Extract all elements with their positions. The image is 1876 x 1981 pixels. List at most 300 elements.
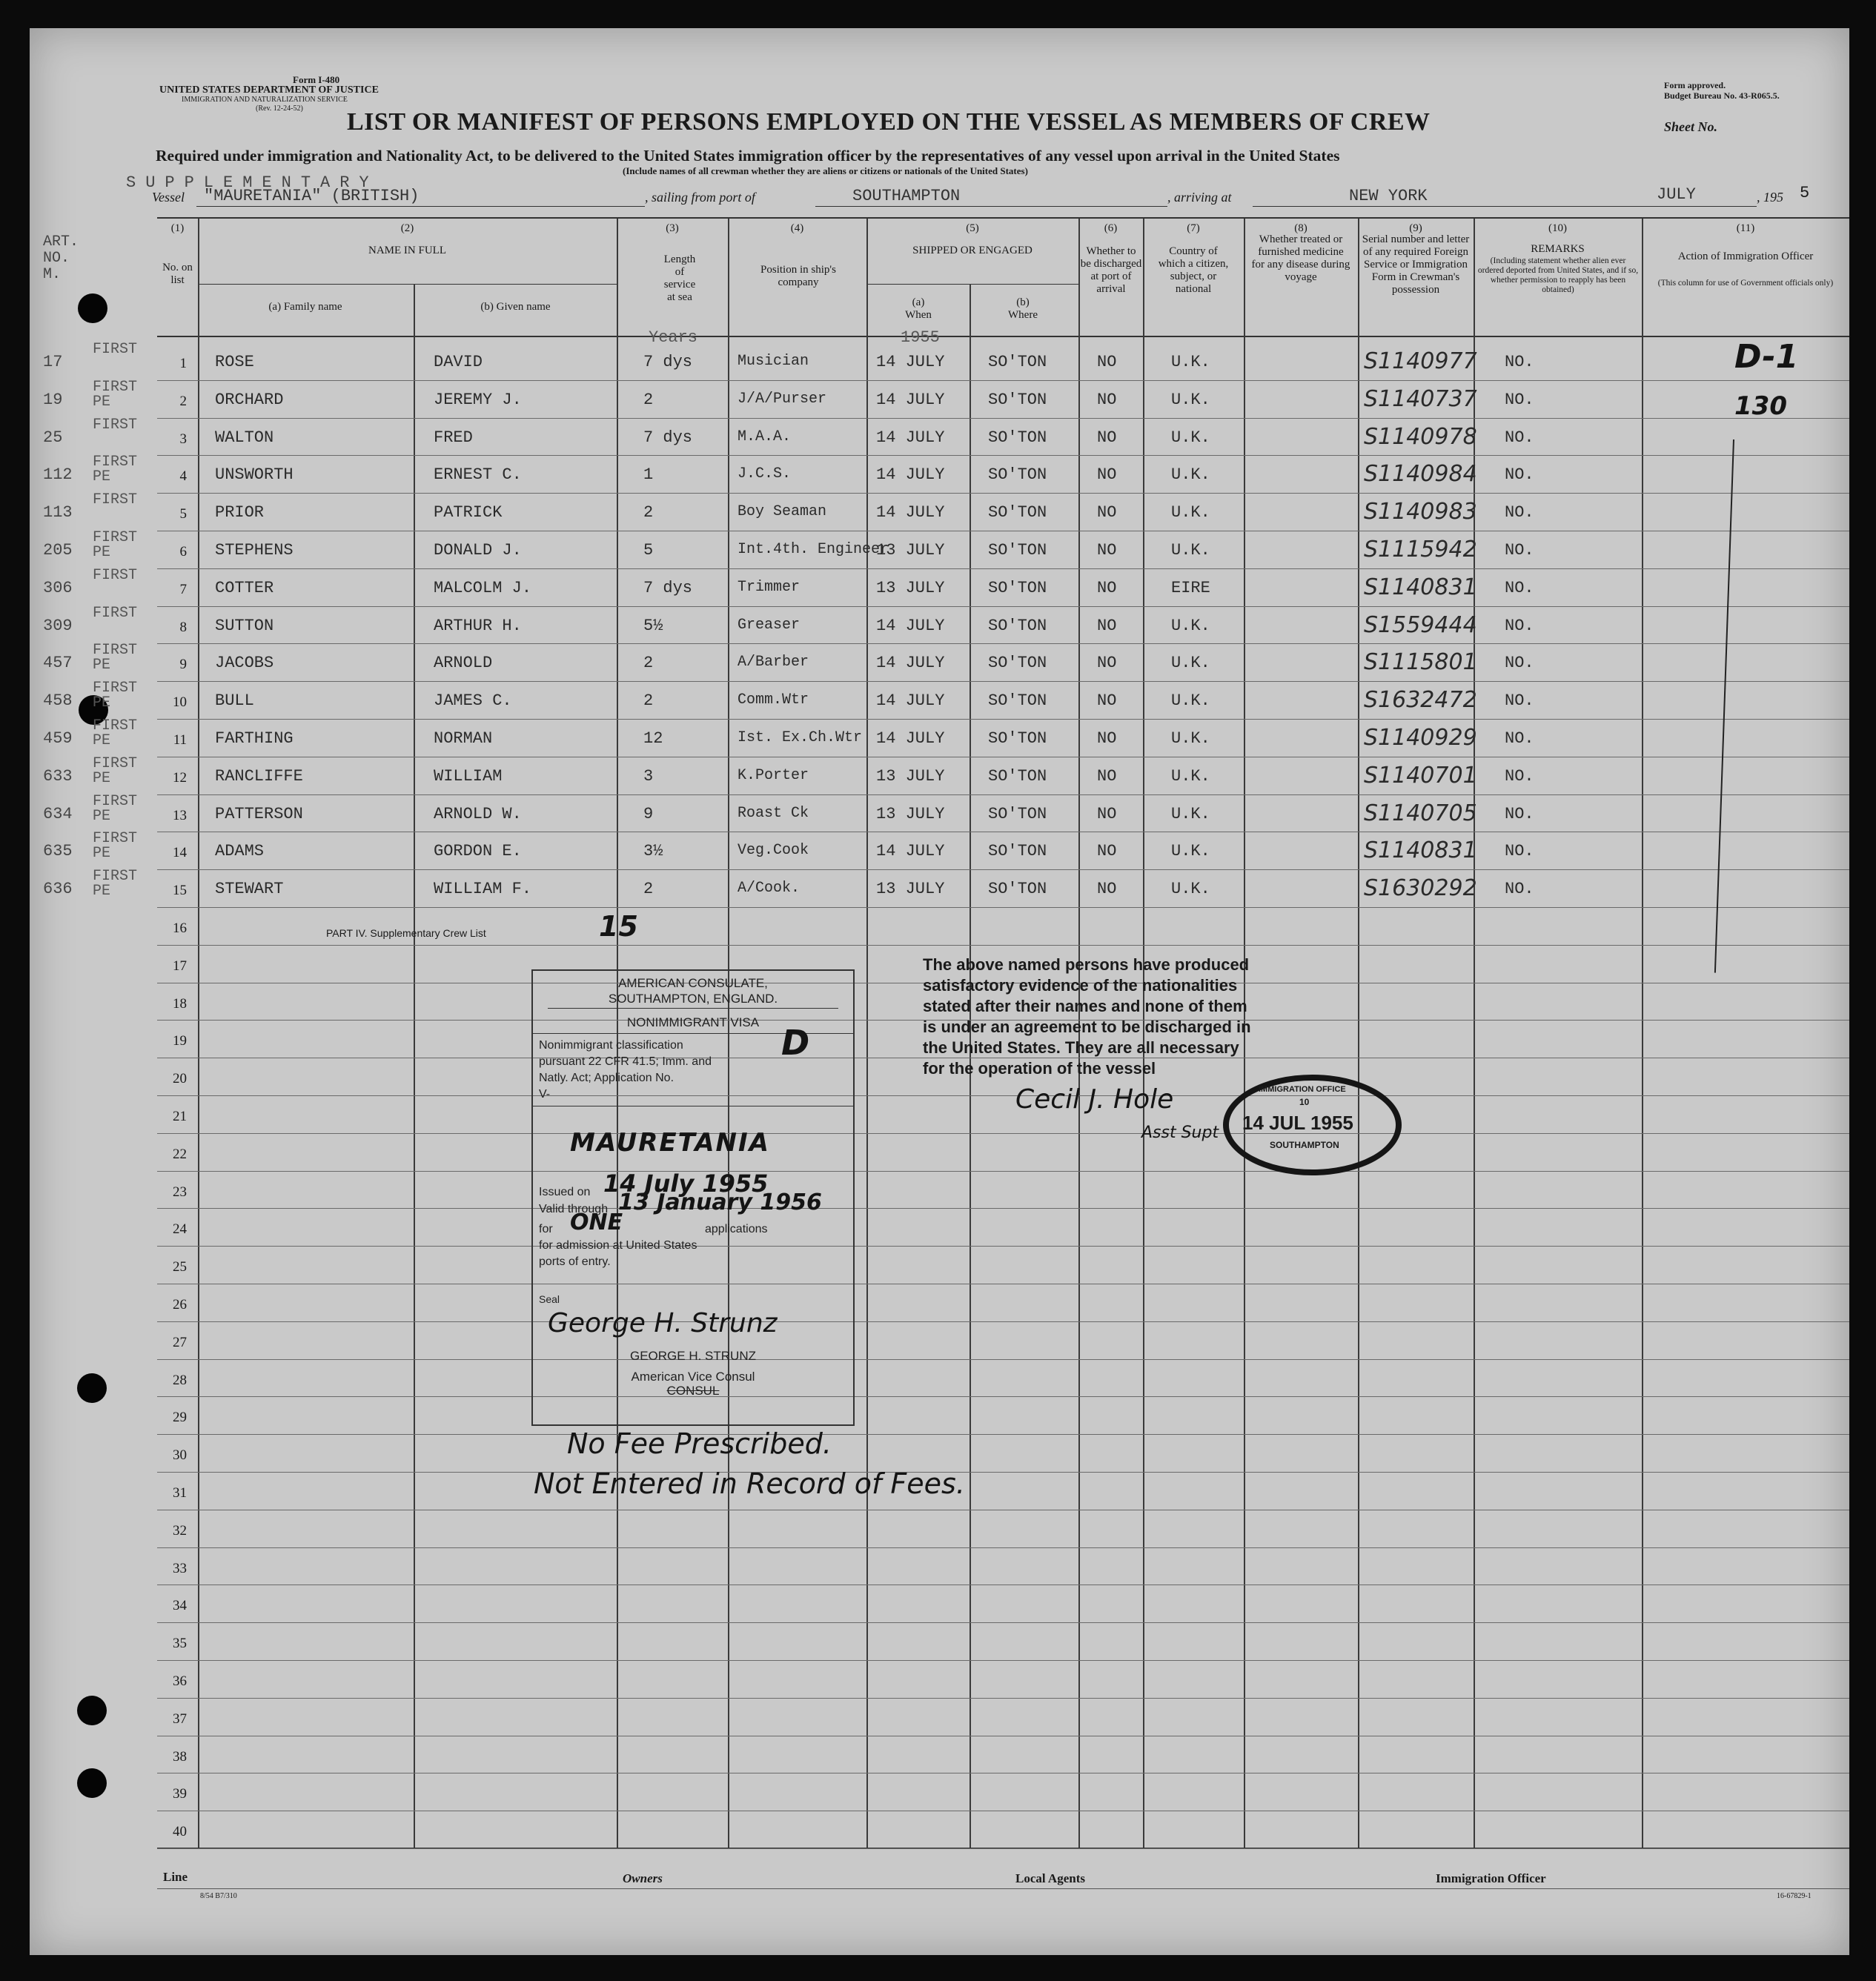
line-number: 16 [173,920,187,936]
subtitle: Required under immigration and Nationality Act, to be delivered to the United States immigration officer by the representatives of any vessel upon arrival in the United States [156,147,1340,165]
crew-when: 13 JULY [876,804,945,823]
crew-when: 13 JULY [876,578,945,597]
crew-given: GORDON E. [434,842,522,861]
crew-serial: S1140984 [1364,461,1477,488]
row-rule [157,1396,1849,1397]
crew-class: FIRST PE [93,754,138,787]
crew-when: 14 JULY [876,503,945,522]
arriving-label: , arriving at [1167,190,1232,205]
crew-discharge: NO [1097,654,1117,673]
crew-serial: S1140831 [1364,837,1477,864]
punch-hole [77,1696,107,1725]
crew-discharge: NO [1097,465,1117,485]
crew-where: SO'TON [988,503,1047,522]
col5-num: (5) [966,222,979,234]
crew-service: 7 dys [643,428,693,447]
crew-serial: S1140737 [1364,385,1477,412]
crew-where: SO'TON [988,541,1047,560]
crew-given: ARNOLD W. [434,804,522,823]
header-bottom-rule [157,336,1849,337]
crew-discharge: NO [1097,353,1117,371]
crew-class: FIRST PE [93,717,138,749]
crew-remarks: NO. [1505,654,1534,673]
line-number: 30 [173,1447,187,1464]
crew-when: 14 JULY [876,390,945,409]
row-rule [157,1434,1849,1435]
art-label: ART. [43,233,79,250]
crew-service: 2 [643,654,654,673]
col5-header: SHIPPED OR ENGAGED [912,245,1033,256]
crew-class: FIRST PE [93,454,138,486]
art-number: 458 [43,691,73,711]
action-number: 130 [1734,391,1787,421]
crew-service: 3½ [643,842,663,861]
crew-class: FIRST [93,604,138,622]
line-number: 8 [179,619,187,635]
col7-num: (7) [1187,222,1200,234]
art-number: 636 [43,880,73,899]
row-rule [157,1246,1849,1247]
crew-given: JAMES C. [434,691,512,711]
crew-where: SO'TON [988,804,1047,823]
crew-where: SO'TON [988,691,1047,711]
crew-country: U.K. [1171,842,1210,861]
crew-serial: S1115801 [1364,649,1477,676]
approved-2: Budget Bureau No. 43-R065.5. [1664,90,1780,101]
art-no-header [43,234,87,283]
row-rule [157,1133,1849,1134]
crew-service: 2 [643,503,654,522]
crew-service: 2 [643,880,654,899]
visa-struck-word: CONSUL [666,1384,720,1398]
punch-hole [77,1373,107,1403]
crew-given: WILLIAM F. [434,880,532,899]
col4-header: Position in ship's company [760,264,836,288]
crew-family: RANCLIFFE [215,766,303,786]
line-number: 28 [173,1372,187,1388]
line-number: 25 [173,1259,187,1275]
crew-family: PRIOR [215,503,265,522]
col2b-header: (b) Given name [480,301,551,313]
crew-country: U.K. [1171,390,1210,409]
row-rule [157,945,1849,946]
crew-service: 1 [643,465,654,485]
crew-family: WALTON [215,428,274,447]
crew-given: ERNEST C. [434,465,522,485]
crew-remarks: NO. [1505,804,1534,823]
cert-line: for the operation of the vessel [923,1059,1156,1078]
row-rule [157,794,1849,795]
visa-type: NONIMMIGRANT VISA [626,1015,760,1029]
crew-when: 14 JULY [876,428,945,447]
col3-header: Length of service at sea [663,253,696,303]
crew-family: FARTHING [215,729,294,748]
crew-discharge: NO [1097,578,1117,597]
line-number: 34 [173,1598,187,1614]
crew-serial: S1140701 [1364,762,1477,789]
line-number: 11 [173,732,187,748]
line-number: 38 [173,1748,187,1765]
line-number: 19 [173,1033,187,1049]
col10-note: (Including statement whether alien ever ordered deported from United States, and if so, whether permission to reapply has been obtained) [1477,256,1639,294]
col10-header: REMARKS [1531,243,1585,255]
crew-when: 14 JULY [876,616,945,635]
visa-org-2: SOUTHAMPTON, ENGLAND. [608,992,778,1006]
immigration-office-stamp [1223,1075,1402,1175]
crew-where: SO'TON [988,729,1047,748]
crew-when: 14 JULY [876,465,945,485]
crew-remarks: NO. [1505,766,1534,786]
crew-discharge: NO [1097,691,1117,711]
line-number: 13 [173,807,187,823]
visa-pursuant-2: Natly. Act; Application No. [539,1072,675,1084]
crew-where: SO'TON [988,842,1047,861]
row-rule [157,719,1849,720]
certifier-title: Asst Supt [1141,1124,1219,1142]
crew-serial: S1632472 [1364,687,1477,714]
row-rule [157,455,1849,456]
col1-num: (1) [170,222,185,234]
crew-where: SO'TON [988,578,1047,597]
crew-where: SO'TON [988,390,1047,409]
shipped-sub-rule [866,284,1078,285]
crew-given: DAVID [434,353,483,371]
crew-when: 14 JULY [876,353,945,371]
footer-agents: Local Agents [1015,1871,1085,1885]
art-number: 25 [43,428,63,447]
crew-family: ADAMS [215,842,265,861]
cert-line: The above named persons have produced [923,955,1250,974]
visa-valid-value: 13 January 1956 [618,1189,822,1215]
visa-for-label: for [539,1223,553,1235]
crew-position: K.Porter [738,766,809,784]
row-rule [157,1547,1849,1548]
line-number: 39 [173,1786,187,1802]
crew-class: FIRST [93,416,138,434]
crew-family: STEWART [215,880,284,899]
crew-given: JEREMY J. [434,390,522,409]
art-number: 635 [43,842,73,861]
vessel-value: "MAURETANIA" (BRITISH) [204,187,420,205]
page-title: LIST OR MANIFEST OF PERSONS EMPLOYED ON THE VESSEL AS MEMBERS OF CREW [347,108,1431,136]
crew-service: 3 [643,766,654,786]
crew-family: UNSWORTH [215,465,294,485]
crew-given: PATRICK [434,503,503,522]
crew-country: U.K. [1171,654,1210,673]
crew-when: 14 JULY [876,691,945,711]
cert-line: stated after their names and none of them [923,997,1247,1015]
crew-remarks: NO. [1505,503,1534,522]
visa-admission-2: ports of entry. [539,1255,611,1268]
crew-class: FIRST PE [93,378,138,411]
col11-header: Action of Immigration Officer [1677,250,1814,262]
crew-serial: S1115942 [1364,537,1477,563]
visa-valid-label: Valid through [539,1203,609,1215]
row-rule [157,380,1849,381]
crew-where: SO'TON [988,465,1047,485]
line-number: 29 [173,1410,187,1426]
visa-seal: Seal [539,1293,560,1305]
vessel-underline [196,206,645,207]
crew-serial: S1559444 [1364,611,1477,638]
crew-remarks: NO. [1505,691,1534,711]
years-subheader: Years [649,328,698,347]
crew-remarks: NO. [1505,880,1534,899]
line-number: 2 [179,393,187,409]
crew-position: Trimmer [738,578,801,596]
col11-note: (This column for use of Government officials only) [1657,279,1834,288]
crew-given: MALCOLM J. [434,578,532,597]
crew-given: ARTHUR H. [434,616,522,635]
row-rule [157,568,1849,569]
crew-country: U.K. [1171,616,1210,635]
crew-country: U.K. [1171,880,1210,899]
line-number: 7 [179,581,187,597]
crew-class: FIRST PE [93,642,138,674]
crew-given: WILLIAM [434,766,503,786]
row-rule [157,681,1849,682]
crew-position: Musician [738,353,809,370]
crew-discharge: NO [1097,880,1117,899]
crew-discharge: NO [1097,428,1117,447]
crew-when: 13 JULY [876,541,945,560]
footer-print-code: 8/54 B7/310 [200,1892,237,1900]
arriving-value: NEW YORK [1349,187,1428,205]
line-number: 12 [173,769,187,786]
line-number: 5 [179,506,187,522]
sailing-underline [815,206,1167,207]
col5b-header: (b) Where [1008,296,1038,321]
col-rule [866,219,868,1848]
line-number: 33 [173,1560,187,1576]
line-number: 23 [173,1184,187,1200]
crew-where: SO'TON [988,654,1047,673]
footer-line-label: Line [163,1870,188,1884]
crew-family: ROSE [215,353,254,371]
row-rule [157,1208,1849,1209]
col7-header: Country of which a citizen, subject, or national [1158,245,1229,295]
crew-given: ARNOLD [434,654,493,673]
line-number: 14 [173,845,187,861]
sailing-value: SOUTHAMPTON [852,187,961,205]
punch-hole [78,293,107,323]
visa-vessel: MAURETANIA [570,1128,770,1158]
row-rule [157,1472,1849,1473]
crew-where: SO'TON [988,616,1047,635]
crew-serial: S1140705 [1364,800,1477,826]
sheet-no-label: Sheet No. [1664,119,1717,134]
crew-when: 13 JULY [876,880,945,899]
row-rule [157,1359,1849,1360]
dept-line-1: UNITED STATES DEPARTMENT OF JUSTICE [159,84,379,96]
crew-family: JACOBS [215,654,274,673]
col2-num: (2) [400,222,414,234]
col3-num: (3) [666,222,679,234]
crew-service: 5 [643,541,654,560]
crew-country: U.K. [1171,766,1210,786]
line-number: 9 [179,657,187,673]
art-number: 457 [43,654,73,673]
crew-serial: S1140983 [1364,499,1477,525]
line-number: 40 [173,1824,187,1840]
year-subheader: 1955 [901,328,940,347]
crew-class: FIRST PE [93,868,138,900]
crew-serial: S1140977 [1364,348,1477,374]
col2a-header: (a) Family name [268,301,342,313]
line-number: 4 [179,468,187,485]
col8-num: (8) [1294,222,1307,234]
crew-service: 7 dys [643,353,693,371]
footer-officer: Immigration Officer [1436,1871,1546,1885]
crew-family: SUTTON [215,616,274,635]
crew-country: U.K. [1171,541,1210,560]
row-rule [157,1848,1849,1849]
line-number: 27 [173,1334,187,1350]
visa-class-value: D [781,1023,810,1063]
crew-discharge: NO [1097,729,1117,748]
crew-when: 14 JULY [876,654,945,673]
footer-line [157,1888,1849,1889]
line-number: 32 [173,1522,187,1539]
crew-discharge: NO [1097,842,1117,861]
crew-where: SO'TON [988,880,1047,899]
col4-num: (4) [790,222,804,234]
visa-pursuant-1: pursuant 22 CFR 41.5; Imm. and [539,1055,712,1068]
col1-header: No. on list [162,262,193,286]
cert-line: satisfactory evidence of the nationalities [923,976,1238,995]
col10-num: (10) [1548,222,1567,234]
fee-note-1: No Fee Prescribed. [567,1427,832,1460]
visa-applications: applications [705,1223,768,1235]
cert-line: is under an agreement to be discharged in [923,1018,1251,1036]
row-rule [157,1660,1849,1661]
line-number: 37 [173,1710,187,1727]
row-rule [157,1171,1849,1172]
crew-country: U.K. [1171,428,1210,447]
crew-country: U.K. [1171,691,1210,711]
crew-remarks: NO. [1505,729,1534,748]
crew-position: M.A.A. [738,428,792,445]
col-rule [1642,219,1643,1848]
line-number: 1 [179,356,187,371]
line-number: 17 [173,958,187,974]
art-number: 309 [43,616,73,635]
crew-where: SO'TON [988,353,1047,371]
row-rule [157,907,1849,908]
crew-where: SO'TON [988,766,1047,786]
action-stroke [1714,439,1734,973]
approved-1: Form approved. [1664,80,1726,90]
crew-when: 14 JULY [876,842,945,861]
crew-where: SO'TON [988,428,1047,447]
sailing-label: , sailing from port of [645,190,755,205]
crew-remarks: NO. [1505,541,1534,560]
part-iv-label: PART IV. Supplementary Crew List [326,927,486,939]
m-label: M. [43,266,62,283]
line-number: 10 [173,694,187,711]
col5a-header: (a) When [905,296,932,321]
crew-serial: S1140978 [1364,423,1477,450]
crew-position: Veg.Cook [738,842,809,860]
visa-rule [548,1008,838,1009]
crew-remarks: NO. [1505,842,1534,861]
visa-v-label: V- [539,1088,551,1101]
crew-remarks: NO. [1505,390,1534,409]
crew-family: BULL [215,691,254,711]
row-rule [157,643,1849,644]
crew-class: FIRST [93,341,138,358]
crew-service: 2 [643,691,654,711]
crew-serial: S1630292 [1364,875,1477,902]
crew-remarks: NO. [1505,465,1534,485]
part-iv-count: 15 [599,910,638,943]
crew-class: FIRST [93,491,138,509]
month-value: JULY [1657,185,1696,204]
manifest-sheet [30,28,1849,1955]
row-rule [157,493,1849,494]
crew-country: U.K. [1171,729,1210,748]
crew-class: FIRST PE [93,529,138,561]
art-number: 633 [43,766,73,786]
line-number: 35 [173,1636,187,1652]
crew-discharge: NO [1097,766,1117,786]
visa-signer-name: GEORGE H. STRUNZ [629,1349,756,1363]
col8-header: Whether treated or furnished medicine for any disease during voyage [1251,233,1350,283]
row-rule [157,869,1849,870]
name-sub-rule [198,284,617,285]
crew-discharge: NO [1097,804,1117,823]
subnote: (Include names of all crewman whether they are aliens or citizens or nationals of the United States) [623,165,1028,176]
crew-discharge: NO [1097,541,1117,560]
line-number: 22 [173,1146,187,1162]
stamp-num: 10 [1299,1097,1310,1107]
crew-remarks: NO. [1505,578,1534,597]
revision: (Rev. 12-24-52) [256,104,303,113]
art-number: 112 [43,465,73,485]
crew-discharge: NO [1097,503,1117,522]
crew-remarks: NO. [1505,428,1534,447]
line-number: 15 [173,883,187,899]
visa-issued-label: Issued on [539,1186,591,1198]
crew-class: FIRST PE [93,830,138,863]
year-prefix: , 195 [1757,190,1783,205]
crew-country: U.K. [1171,503,1210,522]
crew-position: A/Cook. [738,880,801,897]
crew-position: Greaser [738,616,801,634]
crew-service: 7 dys [643,578,693,597]
stamp-top: IMMIGRATION OFFICE [1259,1085,1346,1094]
visa-class-label: Nonimmigrant classification [539,1039,683,1052]
art-number: 306 [43,578,73,597]
visa-for-value: ONE [570,1209,623,1235]
supplementary-mark: SUPPLEMENTARY [126,173,379,192]
crew-position: Boy Seaman [738,503,827,521]
crew-position: Comm.Wtr [738,691,809,709]
certification-block [923,955,1251,1079]
crew-service: 12 [643,729,663,748]
col-rule [198,219,199,1848]
row-rule [157,1622,1849,1623]
crew-given: DONALD J. [434,541,522,560]
crew-country: EIRE [1171,578,1210,597]
footer-gpo: 16-67829-1 [1777,1892,1812,1900]
crew-service: 5½ [643,616,663,635]
visa-admission-1: for admission at United States [539,1239,697,1252]
crew-family: PATTERSON [215,804,303,823]
crew-family: ORCHARD [215,390,284,409]
row-rule [157,1095,1849,1096]
crew-class: FIRST PE [93,792,138,825]
